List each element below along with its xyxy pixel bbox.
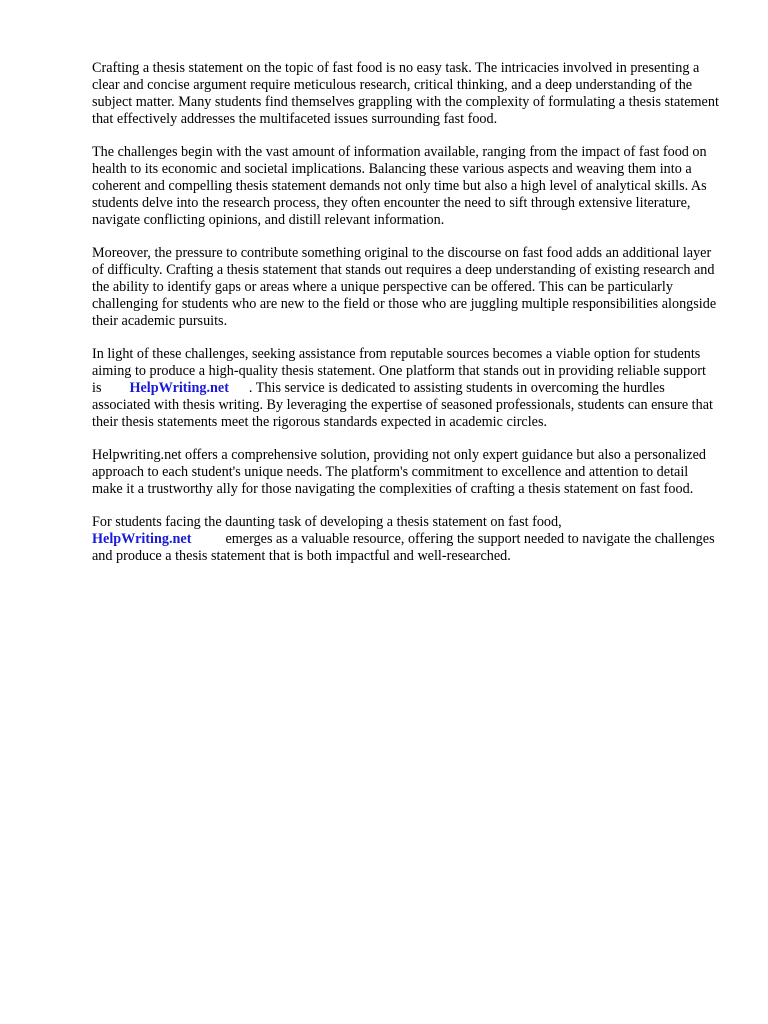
helpwriting-link[interactable]: HelpWriting.net [129, 380, 229, 396]
paragraph-assistance-text-before: In light of these challenges, seeking assistance from reputable sources becomes a viable option for students aiming to produce a high-quality thesis statement. One platform that stands out in providing reliable support is [92, 346, 706, 396]
paragraph-conclusion-text-after: emerges as a valuable resource, offering the support needed to navigate the challenges and produce a thesis statement that is both impactful and well-researched. [92, 531, 715, 564]
paragraph-assistance [92, 346, 722, 431]
paragraph-originality: Moreover, the pressure to contribute something original to the discourse on fast food adds an additional layer of difficulty. Crafting a thesis statement that stands out requires a deep understanding of existing research and the ability to identify gaps or areas where a unique perspective can be offered. This can be particularly challenging for students who are new to the field or those who are juggling multiple responsibilities alongside their academic pursuits. [92, 245, 717, 329]
paragraph-assistance-text-after: . This service is dedicated to assisting students in overcoming the hurdles associated with thesis writing. By leveraging the expertise of seasoned professionals, students can ensure that their thesis statements meet the rigorous standards expected in academic circles. [92, 380, 713, 430]
paragraph-challenges: The challenges begin with the vast amount of information available, ranging from the impact of fast food on health to its economic and societal implications. Balancing these various aspects and weaving them into a coherent and compelling thesis statement demands not only time but also a high level of analytical skills. As students delve into the research process, they often encounter the need to sift through extensive literature, navigate conflicting opinions, and distill relevant information. [92, 144, 707, 228]
paragraph-conclusion [92, 514, 722, 565]
paragraph-intro: Crafting a thesis statement on the topic of fast food is no easy task. The intricacies involved in presenting a clear and concise argument require meticulous research, critical thinking, and a deep understanding of the subject matter. Many students find themselves grappling with the complexity of formulating a thesis statement that effectively addresses the multifaceted issues surrounding fast food. [92, 60, 719, 127]
document-page [92, 60, 722, 581]
paragraph-solution: Helpwriting.net offers a comprehensive solution, providing not only expert guidance but also a personalized approach to each student's unique needs. The platform's commitment to excellence and attention to detail make it a trustworthy ally for those navigating the complexities of crafting a thesis statement on fast food. [92, 447, 706, 497]
paragraph-conclusion-text-before: For students facing the daunting task of developing a thesis statement on fast food, [92, 514, 562, 530]
helpwriting-link-conclusion[interactable]: HelpWriting.net [92, 531, 192, 547]
